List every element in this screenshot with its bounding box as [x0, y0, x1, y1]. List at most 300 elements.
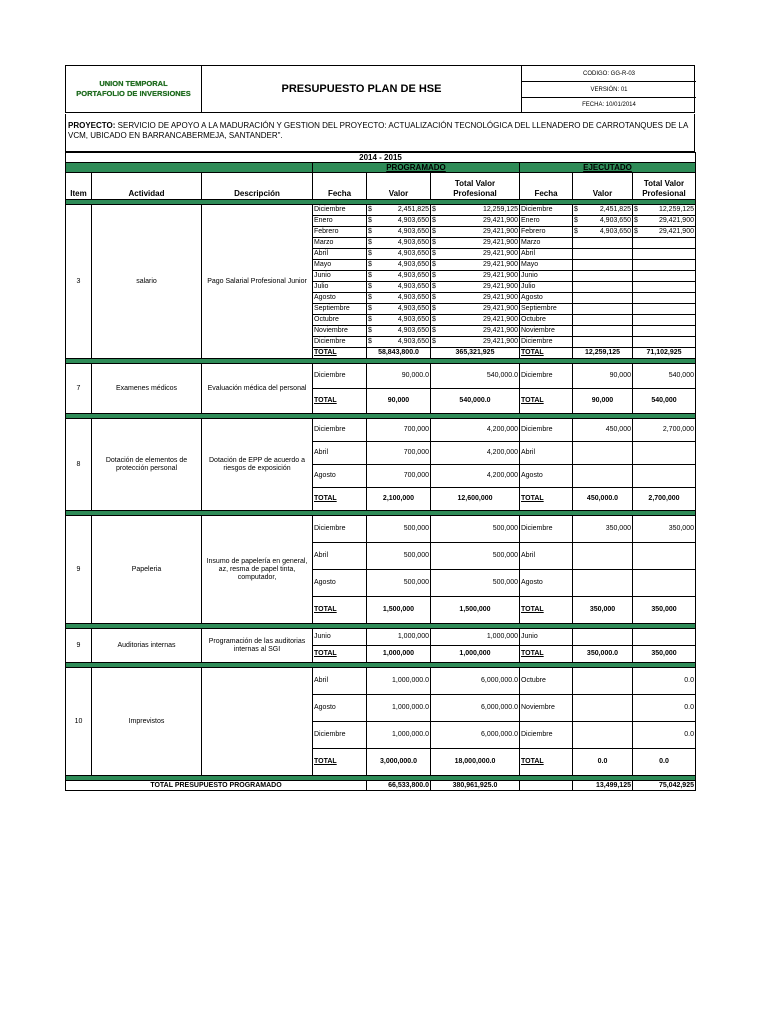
currency-value — [432, 326, 518, 336]
valor-ejecutado-cell — [573, 570, 633, 597]
valor-ejecutado-cell — [573, 271, 633, 282]
fecha-cell: Septiembre — [313, 304, 367, 315]
amount: 4,903,650 — [397, 305, 429, 312]
total-ejecutado-cell — [633, 216, 696, 227]
fecha-ejecutado-cell: Agosto — [520, 465, 573, 488]
total-valor-cell: 540,000.0 — [431, 389, 520, 414]
total-ejecutado-cell — [633, 315, 696, 326]
currency-value — [432, 304, 518, 314]
fecha-cell: TOTAL — [313, 597, 367, 624]
total-valor-cell: 4,200,000 — [431, 419, 520, 442]
amount: 29,421,900 — [482, 316, 518, 323]
valor-cell: 500,000 — [367, 543, 431, 570]
activity-name: Dotación de elementos de protección personal — [92, 419, 202, 511]
valor-cell: 1,000,000 — [367, 646, 431, 663]
valor-ejecutado-cell: 450,000 — [573, 419, 633, 442]
valor-cell: 700,000 — [367, 465, 431, 488]
fecha-ejecutado-cell: Octubre — [520, 315, 573, 326]
valor-cell — [367, 282, 431, 293]
logo-line-1: UNION TEMPORAL — [99, 79, 168, 88]
amount: 4,903,650 — [397, 261, 429, 268]
valor-cell — [367, 227, 431, 238]
fecha-ejecutado-cell: Noviembre — [520, 695, 573, 722]
currency-symbol: $ — [368, 305, 372, 312]
amount: 29,421,900 — [482, 250, 518, 257]
fecha-cell: Agosto — [313, 465, 367, 488]
currency-value — [574, 205, 631, 215]
currency-value — [368, 227, 429, 237]
valor-cell: 1,000,000.0 — [367, 722, 431, 749]
fecha-cell: Diciembre — [313, 722, 367, 749]
currency-symbol: $ — [432, 283, 436, 290]
doc-code: CODIGO: GG-R-03 — [522, 66, 696, 82]
valor-cell: 1,000,000.0 — [367, 695, 431, 722]
valor-cell — [367, 249, 431, 260]
fecha-ejecutado-cell: Septiembre — [520, 304, 573, 315]
currency-value — [368, 326, 429, 336]
fecha-ejecutado-cell: TOTAL — [520, 389, 573, 414]
col-total-ejecutado: Total Valor Profesional — [633, 173, 696, 200]
currency-symbol: $ — [368, 250, 372, 257]
total-ejecutado-cell — [633, 465, 696, 488]
total-valor-cell — [431, 282, 520, 293]
fecha-cell: Diciembre — [313, 337, 367, 348]
amount: 29,421,900 — [482, 272, 518, 279]
currency-symbol: $ — [368, 206, 372, 213]
total-ejecutado-cell — [633, 629, 696, 646]
total-valor-cell: 18,000,000.0 — [431, 749, 520, 776]
currency-symbol: $ — [368, 228, 372, 235]
total-valor-cell — [431, 260, 520, 271]
valor-cell: 90,000.0 — [367, 364, 431, 389]
activity-name: Examenes médicos — [92, 364, 202, 414]
activity-name: salario — [92, 205, 202, 359]
fecha-ejecutado-cell: Agosto — [520, 570, 573, 597]
fecha-cell: TOTAL — [313, 389, 367, 414]
fecha-cell: TOTAL — [313, 749, 367, 776]
total-valor-cell — [431, 326, 520, 337]
total-valor-cell: 1,000,000 — [431, 646, 520, 663]
valor-ejecutado-cell — [573, 205, 633, 216]
total-valor-cell — [431, 249, 520, 260]
total-valor-cell: 6,000,000.0 — [431, 695, 520, 722]
currency-value — [368, 216, 429, 226]
activity-description — [202, 668, 313, 776]
fecha-cell: Mayo — [313, 260, 367, 271]
valor-ejecutado-cell — [573, 337, 633, 348]
currency-symbol: $ — [432, 316, 436, 323]
activity-description: Insumo de papelería en general, az, resma de papel tinta, computador, — [202, 516, 313, 624]
currency-value — [432, 238, 518, 248]
valor-cell — [367, 315, 431, 326]
total-ejecutado-cell — [633, 337, 696, 348]
total-ejecutado-cell: 350,000 — [633, 597, 696, 624]
total-valor-cell: 365,321,925 — [431, 348, 520, 359]
total-ejecutado-cell — [633, 304, 696, 315]
currency-symbol: $ — [432, 206, 436, 213]
total-valor-cell: 500,000 — [431, 570, 520, 597]
total-valor-cell: 540,000.0 — [431, 364, 520, 389]
currency-symbol: $ — [368, 261, 372, 268]
valor-ejecutado-cell — [573, 249, 633, 260]
total-valor-cell — [431, 216, 520, 227]
amount: 2,451,825 — [599, 206, 631, 213]
currency-value — [432, 337, 518, 347]
activity-description: Programación de las auditorias internas al SGI — [202, 629, 313, 663]
valor-ejecutado-cell — [573, 668, 633, 695]
col-valor-ejecutado: Valor — [573, 173, 633, 200]
valor-ejecutado-cell — [573, 282, 633, 293]
currency-symbol: $ — [368, 217, 372, 224]
currency-symbol: $ — [368, 316, 372, 323]
fecha-cell: Abril — [313, 543, 367, 570]
amount: 4,903,650 — [397, 316, 429, 323]
total-valor-cell — [431, 304, 520, 315]
currency-value — [432, 315, 518, 325]
fecha-ejecutado-cell: Junio — [520, 629, 573, 646]
doc-date: FECHA: 10/01/2014 — [582, 102, 636, 108]
amount: 4,903,650 — [599, 228, 631, 235]
fecha-cell: Abril — [313, 442, 367, 465]
valor-ejecutado-cell — [573, 722, 633, 749]
fecha-cell: TOTAL — [313, 646, 367, 663]
total-ejecutado-cell: 0.0 — [633, 749, 696, 776]
currency-symbol: $ — [432, 261, 436, 268]
valor-ejecutado-cell — [573, 326, 633, 337]
item-number: 8 — [66, 419, 92, 511]
activity-description: Pago Salarial Profesional Junior — [202, 205, 313, 359]
valor-cell — [367, 216, 431, 227]
table-row — [66, 668, 696, 695]
table-row — [66, 629, 696, 646]
amount: 29,421,900 — [658, 217, 694, 224]
currency-symbol: $ — [432, 217, 436, 224]
total-valor-cell — [431, 227, 520, 238]
col-total: Total Valor Profesional — [431, 173, 520, 200]
col-item: Item — [66, 173, 92, 200]
amount: 29,421,900 — [482, 217, 518, 224]
total-ejecutado-cell — [633, 249, 696, 260]
valor-cell: 700,000 — [367, 442, 431, 465]
valor-ejecutado-cell — [573, 216, 633, 227]
fecha-cell: Diciembre — [313, 364, 367, 389]
currency-value — [368, 260, 429, 270]
total-ejecutado-cell: 0.0 — [633, 668, 696, 695]
fecha-cell: Diciembre — [313, 419, 367, 442]
amount: 29,421,900 — [482, 327, 518, 334]
fecha-ejecutado-cell: Noviembre — [520, 326, 573, 337]
fecha-cell: TOTAL — [313, 348, 367, 359]
total-ejecutado-cell: 350,000 — [633, 646, 696, 663]
currency-symbol: $ — [432, 239, 436, 246]
amount: 4,903,650 — [397, 228, 429, 235]
fecha-cell: Octubre — [313, 315, 367, 326]
total-ejecutado-cell: 540,000 — [633, 364, 696, 389]
fecha-ejecutado-cell: TOTAL — [520, 348, 573, 359]
total-ejecutado-cell: 350,000 — [633, 516, 696, 543]
total-ejecutado-cell: 71,102,925 — [633, 348, 696, 359]
ejecutado-header: EJECUTADO — [520, 163, 696, 173]
col-valor: Valor — [367, 173, 431, 200]
budget-sheet — [65, 65, 695, 791]
valor-ejecutado-cell — [573, 629, 633, 646]
amount: 29,421,900 — [482, 228, 518, 235]
currency-value — [368, 337, 429, 347]
valor-cell: 2,100,000 — [367, 488, 431, 511]
grand-total-total: 380,961,925.0 — [431, 781, 520, 791]
logo-line-2: PORTAFOLIO DE INVERSIONES — [76, 89, 191, 98]
valor-ejecutado-cell: 350,000 — [573, 597, 633, 624]
fecha-ejecutado-cell: TOTAL — [520, 749, 573, 776]
currency-value — [432, 249, 518, 259]
valor-ejecutado-cell — [573, 260, 633, 271]
valor-cell: 500,000 — [367, 516, 431, 543]
amount: 12,259,125 — [482, 206, 518, 213]
currency-symbol: $ — [574, 206, 578, 213]
total-ejecutado-cell: 2,700,000 — [633, 419, 696, 442]
table-row — [66, 419, 696, 442]
currency-value — [368, 205, 429, 215]
valor-ejecutado-cell — [573, 465, 633, 488]
valor-ejecutado-cell: 350,000 — [573, 516, 633, 543]
valor-cell — [367, 271, 431, 282]
total-valor-cell — [431, 205, 520, 216]
currency-symbol: $ — [634, 228, 638, 235]
item-number: 10 — [66, 668, 92, 776]
currency-symbol: $ — [432, 305, 436, 312]
item-number: 9 — [66, 516, 92, 624]
fecha-ejecutado-cell: Junio — [520, 271, 573, 282]
valor-ejecutado-cell: 90,000 — [573, 364, 633, 389]
fecha-cell: Abril — [313, 249, 367, 260]
table-row — [66, 364, 696, 389]
valor-cell — [367, 205, 431, 216]
amount: 4,903,650 — [397, 272, 429, 279]
fecha-cell: Abril — [313, 668, 367, 695]
fecha-cell: Agosto — [313, 570, 367, 597]
currency-value — [432, 293, 518, 303]
fecha-ejecutado-cell: Abril — [520, 249, 573, 260]
doc-version: VERSIÓN: 01 — [522, 82, 696, 98]
col-fecha: Fecha — [313, 173, 367, 200]
fecha-ejecutado-cell: Julio — [520, 282, 573, 293]
currency-value — [368, 238, 429, 248]
currency-value — [368, 249, 429, 259]
total-valor-cell — [431, 337, 520, 348]
currency-symbol: $ — [368, 272, 372, 279]
currency-symbol: $ — [432, 228, 436, 235]
valor-ejecutado-cell — [573, 227, 633, 238]
fecha-ejecutado-cell: TOTAL — [520, 597, 573, 624]
total-valor-cell: 6,000,000.0 — [431, 722, 520, 749]
currency-value — [432, 260, 518, 270]
currency-value — [432, 271, 518, 281]
currency-value — [634, 227, 694, 237]
valor-cell — [367, 293, 431, 304]
amount: 4,903,650 — [397, 217, 429, 224]
currency-value — [634, 216, 694, 226]
currency-value — [432, 227, 518, 237]
currency-value — [634, 205, 694, 215]
project-label: PROYECTO: — [68, 121, 116, 130]
valor-cell — [367, 337, 431, 348]
currency-symbol: $ — [634, 206, 638, 213]
amount: 4,903,650 — [397, 239, 429, 246]
fecha-ejecutado-cell: Diciembre — [520, 516, 573, 543]
activity-description: Evaluación médica del personal — [202, 364, 313, 414]
fecha-ejecutado-cell: Diciembre — [520, 722, 573, 749]
document-title: PRESUPUESTO PLAN DE HSE — [202, 66, 522, 112]
document-meta — [522, 66, 696, 112]
total-valor-cell — [431, 315, 520, 326]
amount: 4,903,650 — [397, 338, 429, 345]
total-valor-cell: 12,600,000 — [431, 488, 520, 511]
valor-ejecutado-cell: 90,000 — [573, 389, 633, 414]
amount: 29,421,900 — [482, 261, 518, 268]
fecha-cell: Marzo — [313, 238, 367, 249]
fecha-ejecutado-cell: Agosto — [520, 293, 573, 304]
total-valor-cell — [431, 293, 520, 304]
valor-ejecutado-cell: 350,000.0 — [573, 646, 633, 663]
amount: 4,903,650 — [397, 283, 429, 290]
currency-symbol: $ — [432, 272, 436, 279]
currency-symbol: $ — [634, 217, 638, 224]
total-valor-cell — [431, 238, 520, 249]
total-ejecutado-cell — [633, 326, 696, 337]
valor-ejecutado-cell: 450,000.0 — [573, 488, 633, 511]
amount: 29,421,900 — [482, 338, 518, 345]
amount: 4,903,650 — [599, 217, 631, 224]
total-valor-cell: 6,000,000.0 — [431, 668, 520, 695]
fecha-cell: Enero — [313, 216, 367, 227]
amount: 29,421,900 — [482, 283, 518, 290]
currency-value — [432, 216, 518, 226]
activity-name: Papeleria — [92, 516, 202, 624]
valor-cell: 58,843,800.0 — [367, 348, 431, 359]
amount: 12,259,125 — [658, 206, 694, 213]
fecha-ejecutado-cell: Abril — [520, 442, 573, 465]
amount: 29,421,900 — [482, 294, 518, 301]
fecha-ejecutado-cell: Diciembre — [520, 419, 573, 442]
valor-cell: 500,000 — [367, 570, 431, 597]
fecha-cell: Junio — [313, 629, 367, 646]
valor-cell: 3,000,000.0 — [367, 749, 431, 776]
activity-name: Auditorias internas — [92, 629, 202, 663]
total-ejecutado-cell — [633, 570, 696, 597]
total-ejecutado-cell — [633, 282, 696, 293]
activity-name: Imprevistos — [92, 668, 202, 776]
grand-total-row — [66, 781, 696, 791]
col-descripcion: Descripción — [202, 173, 313, 200]
column-header-row — [66, 173, 696, 200]
item-number: 9 — [66, 629, 92, 663]
amount: 29,421,900 — [658, 228, 694, 235]
valor-cell: 1,000,000.0 — [367, 668, 431, 695]
budget-table — [65, 152, 696, 791]
total-valor-cell: 4,200,000 — [431, 442, 520, 465]
document-header — [65, 65, 695, 113]
currency-value — [368, 271, 429, 281]
valor-ejecutado-cell — [573, 695, 633, 722]
valor-ejecutado-cell: 12,259,125 — [573, 348, 633, 359]
fecha-cell: Agosto — [313, 293, 367, 304]
currency-symbol: $ — [432, 338, 436, 345]
currency-value — [432, 205, 518, 215]
fecha-ejecutado-cell: Marzo — [520, 238, 573, 249]
fecha-cell: Noviembre — [313, 326, 367, 337]
total-ejecutado-cell: 2,700,000 — [633, 488, 696, 511]
total-valor-cell: 4,200,000 — [431, 465, 520, 488]
valor-cell: 1,000,000 — [367, 629, 431, 646]
project-text: SERVICIO DE APOYO A LA MADURACIÓN Y GESTION DEL PROYECTO: ACTUALIZACIÓN TECNOLÓGICA DEL LLENADERO DE CARROTANQUES DE LA VCM, UBICADO EN BARRANCABERMEJA, SANTANDER". — [68, 121, 688, 140]
grand-total-label: TOTAL PRESUPUESTO PROGRAMADO — [66, 781, 367, 791]
grand-total-fecha-ejecutado — [520, 781, 573, 791]
currency-value — [368, 315, 429, 325]
total-ejecutado-cell — [633, 442, 696, 465]
amount: 4,903,650 — [397, 327, 429, 334]
total-ejecutado-cell — [633, 260, 696, 271]
total-ejecutado-cell — [633, 227, 696, 238]
currency-symbol: $ — [368, 294, 372, 301]
currency-value — [574, 227, 631, 237]
valor-ejecutado-cell — [573, 304, 633, 315]
fecha-ejecutado-cell: Octubre — [520, 668, 573, 695]
period-label: 2014 - 2015 — [66, 153, 696, 163]
amount: 4,903,650 — [397, 250, 429, 257]
valor-cell — [367, 304, 431, 315]
col-fecha-ejecutado: Fecha — [520, 173, 573, 200]
currency-value — [368, 293, 429, 303]
fecha-cell: Agosto — [313, 695, 367, 722]
currency-symbol: $ — [432, 327, 436, 334]
fecha-ejecutado-cell: Abril — [520, 543, 573, 570]
total-valor-cell: 500,000 — [431, 543, 520, 570]
fecha-cell: TOTAL — [313, 488, 367, 511]
company-logo — [66, 66, 202, 112]
valor-cell: 90,000 — [367, 389, 431, 414]
amount: 2,451,825 — [397, 206, 429, 213]
amount: 29,421,900 — [482, 305, 518, 312]
total-valor-cell: 500,000 — [431, 516, 520, 543]
valor-cell — [367, 260, 431, 271]
grand-total-total-ejecutado: 75,042,925 — [633, 781, 696, 791]
total-ejecutado-cell — [633, 543, 696, 570]
currency-symbol: $ — [368, 283, 372, 290]
fecha-cell: Diciembre — [313, 205, 367, 216]
valor-ejecutado-cell: 0.0 — [573, 749, 633, 776]
project-description — [65, 114, 695, 152]
currency-symbol: $ — [368, 239, 372, 246]
valor-ejecutado-cell — [573, 238, 633, 249]
grand-total-valor-ejecutado: 13,499,125 — [573, 781, 633, 791]
fecha-ejecutado-cell: Enero — [520, 216, 573, 227]
activity-description: Dotación de EPP de acuerdo a riesgos de exposición — [202, 419, 313, 511]
fecha-ejecutado-cell: Febrero — [520, 227, 573, 238]
currency-symbol: $ — [368, 327, 372, 334]
amount: 4,903,650 — [397, 294, 429, 301]
fecha-cell: Julio — [313, 282, 367, 293]
valor-cell: 1,500,000 — [367, 597, 431, 624]
table-row — [66, 516, 696, 543]
valor-ejecutado-cell — [573, 293, 633, 304]
fecha-cell: Diciembre — [313, 516, 367, 543]
fecha-cell: Junio — [313, 271, 367, 282]
fecha-ejecutado-cell: TOTAL — [520, 488, 573, 511]
valor-ejecutado-cell — [573, 543, 633, 570]
currency-value — [368, 304, 429, 314]
valor-cell — [367, 238, 431, 249]
currency-value — [368, 282, 429, 292]
